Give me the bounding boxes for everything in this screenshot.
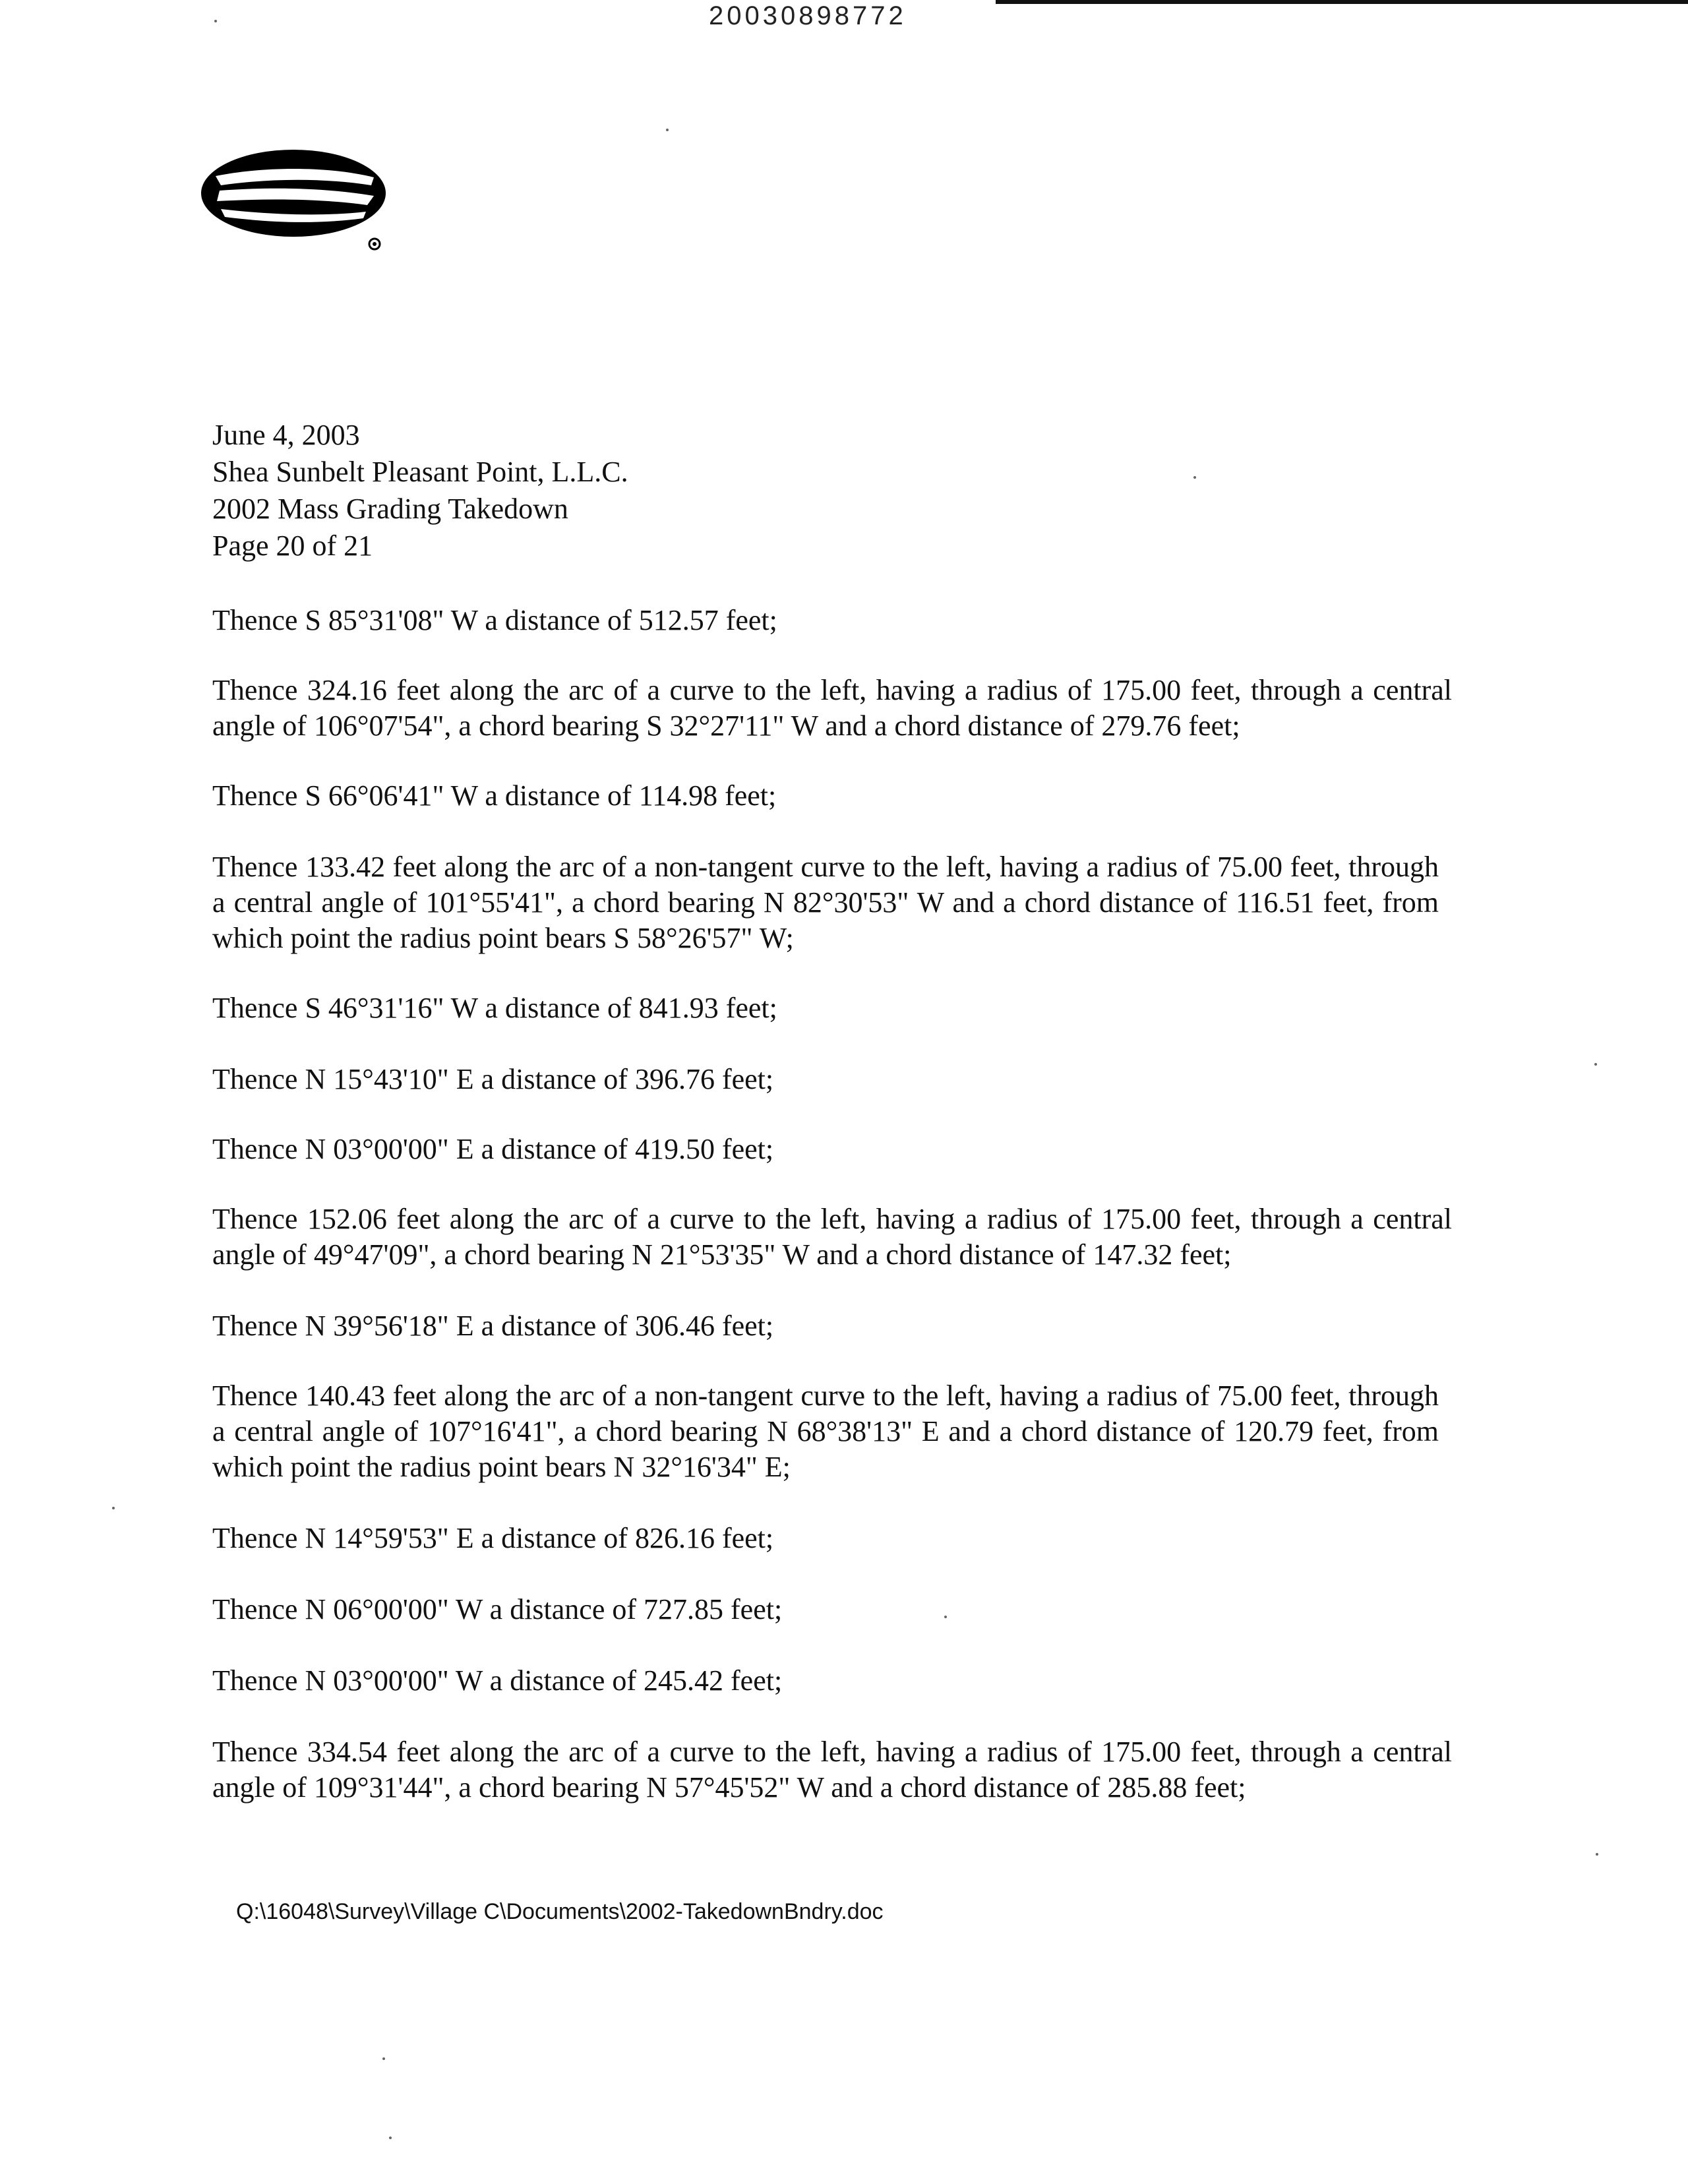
paragraph-11-wrap [212, 1592, 1452, 1627]
legal-description-paragraph: Thence S 85°31'08" W a distance of 512.57 feet; [212, 604, 777, 636]
scan-speck [382, 2057, 385, 2060]
footer-file-path: Q:\16048\Survey\Village C\Documents\2002-TakedownBndry.doc [236, 1899, 884, 1924]
s-logo-mark [201, 148, 399, 260]
document-number: 20030898772 [709, 1, 907, 30]
top-border-rule [996, 0, 1688, 4]
paragraph-5-wrap [212, 1062, 1452, 1097]
letter-date: June 4, 2003 [212, 419, 360, 451]
paragraph-12-wrap [212, 1663, 1452, 1699]
legal-description-paragraph: Thence N 03°00'00" E a distance of 419.50 feet; [212, 1133, 774, 1165]
paragraph-4-wrap [212, 990, 1452, 1026]
project-title: 2002 Mass Grading Takedown [212, 493, 568, 525]
paragraph-7-wrap [212, 1201, 1452, 1273]
letter-header [212, 417, 628, 564]
paragraph-10-wrap [212, 1521, 1452, 1556]
paragraph-8-wrap [212, 1308, 1452, 1344]
company-name: Shea Sunbelt Pleasant Point, L.L.C. [212, 456, 628, 488]
legal-description-paragraph: Thence N 06°00'00" W a distance of 727.85 feet; [212, 1593, 783, 1625]
legal-description-paragraph: Thence 133.42 feet along the arc of a non-tangent curve to the left, having a radius of 75.00 feet, through a central angle of 101°55'41", a chord bearing N 82°30'53" W and a chord distance of 116.51 feet, from which point the radius point bears S 58°26'57" W; [212, 851, 1439, 954]
legal-description-paragraph: Thence 152.06 feet along the arc of a curve to the left, having a radius of 175.00 feet, through a central angle of 49°47'09", a chord bearing N 21°53'35" W and a chord distance of 147.32 feet; [212, 1203, 1452, 1271]
paragraph-1-wrap [212, 673, 1452, 744]
paragraph-9-wrap [212, 1378, 1439, 1485]
scan-speck [214, 20, 217, 22]
paragraph-2-wrap [212, 778, 1452, 814]
legal-description-paragraph: Thence 324.16 feet along the arc of a curve to the left, having a radius of 175.00 feet, through a central angle of 106°07'54", a chord bearing S 32°27'11" W and a chord distance of 279.76 feet; [212, 674, 1452, 742]
shea-s-logo [201, 148, 399, 260]
legal-description-paragraph: Thence N 15°43'10" E a distance of 396.76 feet; [212, 1063, 774, 1095]
scan-speck [666, 129, 669, 131]
paragraph-13-wrap [212, 1734, 1452, 1805]
scan-speck [1596, 1853, 1598, 1856]
scan-speck [389, 2137, 392, 2139]
scan-speck [1193, 476, 1196, 479]
legal-description-paragraph: Thence 334.54 feet along the arc of a curve to the left, having a radius of 175.00 feet, through a central angle of 109°31'44", a chord bearing N 57°45'52" W and a chord distance of 285.88 feet; [212, 1736, 1452, 1804]
legal-description-paragraph: Thence N 03°00'00" W a distance of 245.42 feet; [212, 1664, 783, 1697]
paragraph-3-wrap [212, 849, 1439, 956]
paragraph-6-wrap [212, 1132, 1452, 1167]
paragraph-0-wrap [212, 603, 1452, 638]
legal-description-paragraph: Thence N 14°59'53" E a distance of 826.16 feet; [212, 1522, 774, 1554]
scan-speck [944, 1616, 947, 1618]
page-indicator: Page 20 of 21 [212, 530, 373, 562]
legal-description-paragraph: Thence S 66°06'41" W a distance of 114.98 feet; [212, 779, 777, 812]
legal-description-paragraph: Thence 140.43 feet along the arc of a non-tangent curve to the left, having a radius of 75.00 feet, through a central angle of 107°16'41", a chord bearing N 68°38'13" E and a chord distance of 120.79 feet, from which point the radius point bears N 32°16'34" E; [212, 1380, 1439, 1483]
legal-description-paragraph: Thence N 39°56'18" E a distance of 306.46 feet; [212, 1310, 774, 1342]
legal-description-paragraph: Thence S 46°31'16" W a distance of 841.93 feet; [212, 992, 777, 1024]
scan-speck [112, 1507, 115, 1509]
scan-speck [1594, 1063, 1597, 1066]
